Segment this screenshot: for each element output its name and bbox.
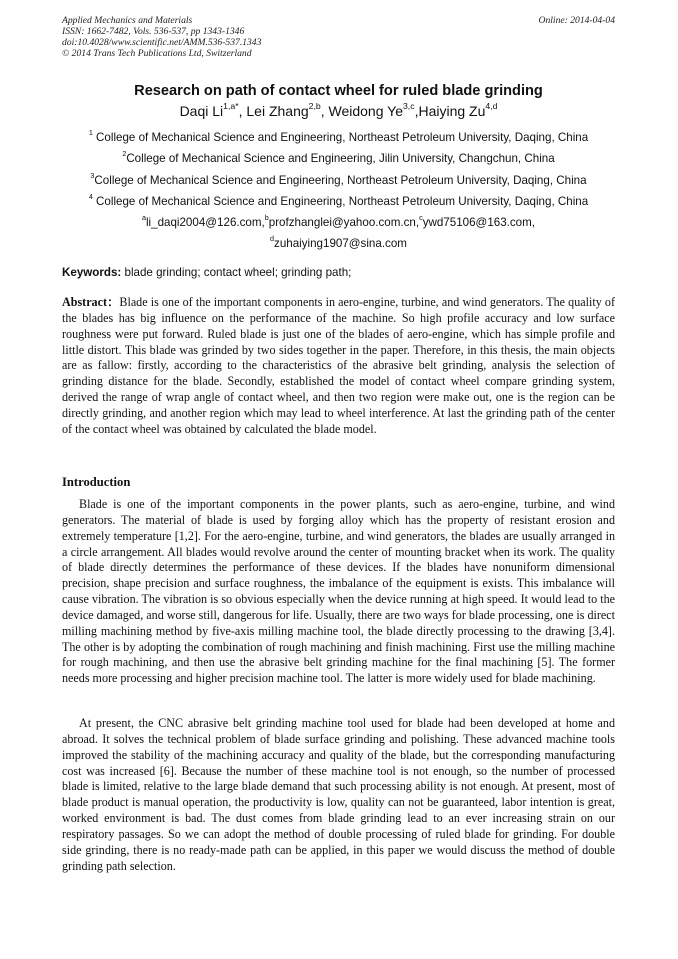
intro-paragraph-1: Blade is one of the important components in the power plants, such as aero-engine, turbine, and wind generators. The material of blade is used by forging alloy which has the property of resistant erosion and extremely temperature [1,2]. For the aero-engine, turbine, and wind generators, the blades are usually arranged in a circle arrangement. All blades would revolve around the center of mounting bracket when its work. The quality of blade directly determines the performance of these devices. If the blades have nonuniform dimensional precision, shape precision and surface roughness, the imbalance of the equipment is exists. This imbalance will cause vibration. The vibration is so obvious especially when the device running at high speed. It would lead to the device damaged, and worse still, dangerous for life. Usually, there are two ways for blade processing, one is direct milling machining method by five-axis milling machine tool, the blade directly processing to the drawing [3,4]. The other is by adopting the combination of rough machining and finish machining. First use the milling machine for rough machining, and then use the abrasive belt grinding machine for the final machining [5]. The former needs more processing and higher precision machine tool. The latter is more widely used for blade machining. (62, 497, 615, 686)
keywords-text: blade grinding; contact wheel; grinding path; (124, 266, 352, 279)
paper-title: Research on path of contact wheel for ruled blade grinding (134, 83, 543, 99)
affiliation-text: College of Mechanical Science and Engineering, Northeast Petroleum University, Daqing, China (94, 174, 587, 187)
keywords (62, 266, 615, 280)
email-superscript: c (419, 213, 423, 223)
issn-line: ISSN: 1662-7482, Vols. 536-537, pp 1343-1346 (62, 26, 245, 37)
keywords-label: Keywords: (62, 266, 122, 279)
author-superscript: 3,c (402, 101, 415, 112)
doi-line: doi:10.4028/www.scientific.net/AMM.536-537.1343 (62, 37, 262, 48)
affiliation-4 (62, 192, 615, 209)
author-superscript: 4,d (485, 101, 498, 112)
email-line-1 (62, 213, 615, 230)
abstract-text: Blade is one of the important components in aero-engine, turbine, and wind generators. The quality of the blades has big influence on the performance of the machine. So high profile accuracy and low surface roughness were put forward. Ruled blade is just one of the blades of aero-engine, which has simple profile and little distort. This blade was grinded by two sides together in the paper. Therefore, in this thesis, the main objects are as fallow: firstly, according to the characteristics of the abrasive belt grinding, analysis the selection of grinding distance for the blade. Secondly, established the model of contact wheel compare grinding system, derived the range of wrap angle of contact wheel, and then two region were make out, one is the region can be directly grinding, and another region which may lead to wheel interference. At last the grinding path of the center of the contact wheel was obtained by calculated the blade model. (62, 295, 615, 436)
author-separator: , (414, 103, 419, 119)
email-address[interactable]: li_daqi2004@126.com, (145, 216, 265, 229)
abstract-label: Abstract： (62, 295, 120, 309)
author-superscript: 1,a* (223, 101, 239, 112)
affiliation-text: College of Mechanical Science and Engineering, Jilin University, Changchun, China (126, 152, 555, 165)
affiliation-text: College of Mechanical Science and Engineering, Northeast Petroleum University, Daqing, China (96, 195, 589, 208)
email-superscript: d (270, 234, 275, 244)
email-superscript: a (141, 213, 146, 223)
author-name: Weidong Ye (328, 103, 403, 119)
email-address[interactable]: zuhaiying1907@sina.com (274, 237, 407, 250)
copyright-line: © 2014 Trans Tech Publications Ltd, Switzerland (62, 48, 252, 59)
affiliation-2 (62, 149, 615, 166)
affiliation-3 (62, 171, 615, 188)
affiliation-text: College of Mechanical Science and Engineering, Northeast Petroleum University, Daqing, China (96, 131, 589, 144)
affiliation-superscript: 2 (122, 149, 127, 159)
author-separator: , (238, 103, 247, 119)
journal-header (62, 15, 615, 59)
journal-name: Applied Mechanics and Materials (62, 15, 193, 26)
author-list (62, 102, 615, 120)
online-date: Online: 2014-04-04 (538, 15, 615, 26)
author-name: Daqi Li (179, 103, 224, 119)
email-superscript: b (264, 213, 269, 223)
affiliation-superscript: 4 (88, 192, 93, 202)
author-superscript: 2,b (308, 101, 321, 112)
author-name: Haiying Zu (418, 103, 486, 119)
affiliation-superscript: 3 (90, 171, 95, 181)
abstract (62, 295, 615, 438)
intro-paragraph-2: At present, the CNC abrasive belt grinding machine tool used for blade had been developed at home and abroad. It solves the technical problem of blade surface grinding and polishing. These advanced machine tools improved the stability of the machining accuracy and quality of the blade, but the corresponding manufacturing cost was increased [6]. Because the number of these machine tool is not enough, so the number of processed blade is limited, relative to the large blade demand that such processing ability is not enough. At present, most of blade product is manual operation, the productivity is low, quality can not be guaranteed, labor intention is great, worked environment is bad. The dust comes from blade grinding lead to an ever increasing strain on our respiratory passages. So we can adopt the method of double processing of ruled blade for grinding. For double side grinding, there is no ready-made path can be applied, in this paper we would discuss the method of double grinding path selection. (62, 716, 615, 873)
affiliation-superscript: 1 (88, 128, 93, 138)
author-name: Lei Zhang (246, 103, 309, 119)
section-heading-introduction: Introduction (62, 475, 131, 489)
author-separator: , (320, 103, 329, 119)
affiliation-1 (62, 128, 615, 145)
email-line-2 (62, 234, 615, 251)
email-address[interactable]: profzhanglei@yahoo.com.cn, (268, 216, 420, 229)
email-address[interactable]: ywd75106@163.com, (422, 216, 536, 229)
